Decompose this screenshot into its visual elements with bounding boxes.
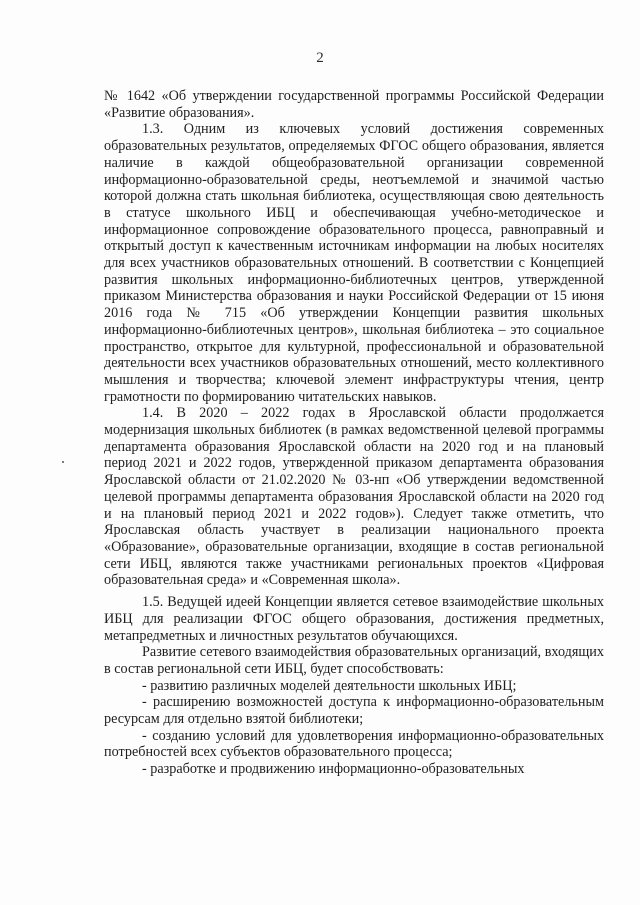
stray-mark	[62, 461, 64, 463]
paragraph-1-4: 1.4. В 2020 – 2022 годах в Ярославской области продолжается модернизация школьных библиотек (в рамках ведомственной целевой программы департамента образования Ярославской области на 2020 год и на плановый период 2021 и 2022 годов, утвержденной приказом департамента образования Ярославской области от 21.02.2020 № 03-нп «Об утверждении ведомственной целевой программы департамента образования Ярославской области на 2020 год и на плановый период 2021 и 2022 годов»). Следует также отметить, что Ярославская область участвует в реализации национального проекта «Образование», образовательные организации, входящие в состав региональной сети ИБЦ, являются также участниками региональных проектов «Цифровая образовательная среда» и «Современная школа».	[104, 405, 604, 589]
list-item-development: - разработке и продвижению информационно-образовательных	[142, 761, 525, 778]
page-number: 2	[316, 50, 324, 66]
document-body	[104, 88, 604, 778]
list-item-conditions: - созданию условий для удовлетворения информационно-образовательных потребностей всех субъектов образовательного процесса;	[104, 727, 604, 761]
list-item-models: - развитию различных моделей деятельности школьных ИБЦ;	[142, 677, 517, 694]
list-item-access: - расширению возможностей доступа к информационно-образовательным ресурсам для отдельно взятой библиотеки;	[104, 694, 604, 728]
paragraph-network-intro: Развитие сетевого взаимодействия образовательных организаций, входящих в состав региональной сети ИБЦ, будет способствовать:	[104, 644, 604, 677]
paragraph-1-3: 1.3. Одним из ключевых условий достижения современных образовательных результатов, определяемых ФГОС общего образования, является наличие в каждой общеобразовательной организации современной информационно-образовательной среды, неотъемлемой и значимой частью которой должна стать школьная библиотека, осуществляющая свою деятельность в статусе школьного ИБЦ и обеспечивающая учебно-методическое и информационное сопровождение образовательного процесса, равноправный и открытый доступ к качественным источникам информации на любых носителях для всех участников образовательных отношений. В соответствии с Концепцией развития школьных информационно-библиотечных центров, утвержденной приказом Министерства образования и науки Российской Федерации от 15 июня 2016 года № 715 «Об утверждении Концепции развития школьных информационно-библиотечных центров», школьная библиотека – это социальное пространство, открытое для культурной, профессиональной и образовательной деятельности всех участников образовательных отношений, место коллективного мышления и творчества; ключевой элемент инфраструктуры чтения, центр грамотности по формированию читательских навыков.	[104, 121, 604, 405]
paragraph-1-2-end: № 1642 «Об утверждении государственной программы Российской Федерации «Развитие образования».	[104, 88, 604, 121]
paragraph-1-5: 1.5. Ведущей идеей Концепции является сетевое взаимодействие школьных ИБЦ для реализации ФГОС общего образования, достижения предметных, метапредметных и личностных результатов обучающихся.	[104, 594, 604, 644]
